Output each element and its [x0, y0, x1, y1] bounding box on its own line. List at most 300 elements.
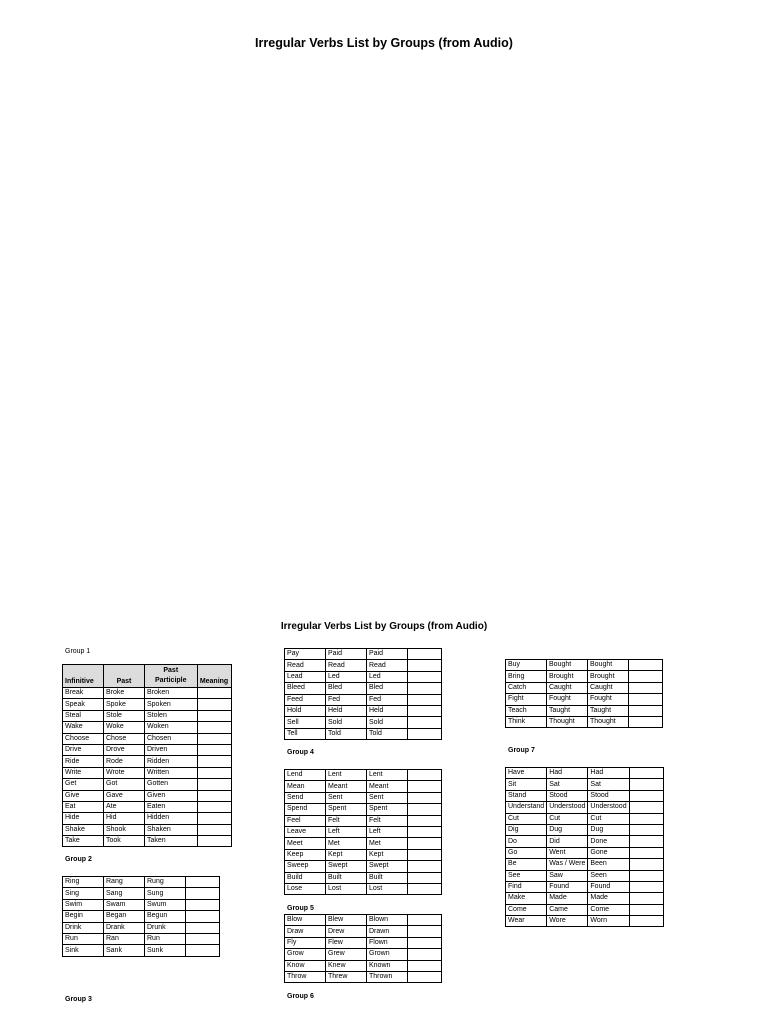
group-2-rows	[63, 877, 220, 957]
cell-infinitive: Fight	[506, 694, 547, 705]
cell-meaning	[629, 870, 663, 881]
cell-past-participle: Run	[145, 933, 186, 944]
cell-past: Left	[326, 826, 367, 837]
cell-past: Sent	[326, 792, 367, 803]
cell-past: Wrote	[104, 767, 145, 778]
cell-past-participle: Bled	[367, 683, 408, 694]
cell-past-participle: Eaten	[145, 801, 198, 812]
cell-infinitive: Bleed	[285, 683, 326, 694]
cell-past: Ate	[104, 801, 145, 812]
cell-infinitive: Fly	[285, 937, 326, 948]
verb-table-e-rows	[506, 660, 663, 728]
cell-meaning	[629, 916, 663, 927]
cell-meaning	[197, 699, 231, 710]
cell-past: Sold	[326, 717, 367, 728]
cell-meaning	[408, 728, 442, 739]
cell-past-participle: Caught	[588, 682, 629, 693]
table-row	[506, 847, 664, 858]
cell-meaning	[186, 922, 220, 933]
cell-past-participle: Fought	[588, 694, 629, 705]
cell-past: Fought	[547, 694, 588, 705]
table-row	[63, 933, 220, 944]
cell-past-participle: Made	[588, 893, 629, 904]
cell-past-participle: Woken	[145, 722, 198, 733]
cell-past-participle: Broken	[145, 688, 198, 699]
cell-past-participle: Built	[367, 872, 408, 883]
cell-infinitive: Sell	[285, 717, 326, 728]
table-row	[285, 826, 442, 837]
cell-meaning	[408, 705, 442, 716]
cell-infinitive: Meet	[285, 838, 326, 849]
cell-meaning	[408, 971, 442, 982]
cell-meaning	[629, 813, 663, 824]
table-row	[63, 877, 220, 888]
cell-infinitive: Keep	[285, 849, 326, 860]
cell-infinitive: Read	[285, 660, 326, 671]
cell-past: Held	[326, 705, 367, 716]
cell-infinitive: Break	[63, 688, 104, 699]
table-row	[285, 781, 442, 792]
table-row	[285, 883, 442, 894]
cell-past: Lost	[326, 883, 367, 894]
cell-infinitive: Eat	[63, 801, 104, 812]
cell-past-participle: Driven	[145, 744, 198, 755]
cell-past-participle: Sung	[145, 888, 186, 899]
cell-meaning	[197, 710, 231, 721]
cell-meaning	[408, 804, 442, 815]
table-row	[63, 699, 232, 710]
table-row	[506, 859, 664, 870]
cell-past: Cut	[547, 813, 588, 824]
table-row	[285, 937, 442, 948]
cell-infinitive: Grow	[285, 949, 326, 960]
cell-past-participle: Stood	[588, 790, 629, 801]
cell-past-participle: Sold	[367, 717, 408, 728]
table-row	[506, 836, 664, 847]
cell-past: Fed	[326, 694, 367, 705]
cell-past: Lent	[326, 770, 367, 781]
cell-infinitive: Understand	[506, 802, 547, 813]
cell-past-participle: Meant	[367, 781, 408, 792]
cell-past-participle: Kept	[367, 849, 408, 860]
cell-past-participle: Shaken	[145, 824, 198, 835]
cell-past: Swam	[104, 899, 145, 910]
cell-past: Grew	[326, 949, 367, 960]
table-row	[63, 899, 220, 910]
cell-past-participle: Gotten	[145, 779, 198, 790]
verb-table-f	[505, 767, 664, 927]
cell-meaning	[186, 945, 220, 956]
cell-past-participle: Told	[367, 728, 408, 739]
cell-meaning	[408, 792, 442, 803]
group-5-label: Group 5	[287, 905, 314, 912]
table-row	[506, 779, 664, 790]
cell-infinitive: Sit	[506, 779, 547, 790]
table-row	[63, 722, 232, 733]
cell-meaning	[629, 768, 663, 779]
table-row	[285, 728, 442, 739]
table-row	[506, 660, 663, 671]
cell-past-participle: Rung	[145, 877, 186, 888]
table-row	[285, 705, 442, 716]
cell-infinitive: Lend	[285, 770, 326, 781]
cell-past: Stood	[547, 790, 588, 801]
cell-past: Knew	[326, 960, 367, 971]
table-row	[285, 683, 442, 694]
table-row	[63, 945, 220, 956]
table-row	[285, 838, 442, 849]
cell-meaning	[408, 872, 442, 883]
cell-meaning	[197, 733, 231, 744]
cell-past-participle: Had	[588, 768, 629, 779]
cell-past-participle: Given	[145, 790, 198, 801]
group-1-rows	[63, 688, 232, 847]
cell-past-participle: Hidden	[145, 813, 198, 824]
cell-infinitive: Leave	[285, 826, 326, 837]
cell-past: Understood	[547, 802, 588, 813]
cell-past-participle: Been	[588, 859, 629, 870]
group-6-label: Group 6	[287, 993, 314, 1000]
cell-past: Wore	[547, 916, 588, 927]
cell-infinitive: Draw	[285, 926, 326, 937]
cell-infinitive: Blow	[285, 915, 326, 926]
table-row	[285, 770, 442, 781]
table-row	[285, 671, 442, 682]
cell-infinitive: Catch	[506, 682, 547, 693]
cell-meaning	[408, 826, 442, 837]
cell-infinitive: Ride	[63, 756, 104, 767]
cell-past: Did	[547, 836, 588, 847]
cell-past-participle: Dug	[588, 824, 629, 835]
cell-meaning	[186, 911, 220, 922]
group-2-table	[62, 876, 220, 957]
cell-past-participle: Worn	[588, 916, 629, 927]
cell-past-participle: Lost	[367, 883, 408, 894]
table-row	[63, 836, 232, 847]
cell-past: Stole	[104, 710, 145, 721]
table-row	[285, 660, 442, 671]
table-row	[506, 705, 663, 716]
table-row	[285, 717, 442, 728]
cell-past-participle: Found	[588, 881, 629, 892]
cell-past-participle: Brought	[588, 671, 629, 682]
cell-past: Hid	[104, 813, 145, 824]
table-row	[63, 688, 232, 699]
header-past-participle: Past Participle	[145, 665, 198, 688]
verb-table-e	[505, 659, 663, 728]
cell-meaning	[408, 883, 442, 894]
table-row	[506, 870, 664, 881]
cell-past: Came	[547, 904, 588, 915]
table-row	[63, 922, 220, 933]
cell-infinitive: Do	[506, 836, 547, 847]
cell-infinitive: Have	[506, 768, 547, 779]
cell-meaning	[408, 838, 442, 849]
cell-past-participle: Sent	[367, 792, 408, 803]
cell-past-participle: Lent	[367, 770, 408, 781]
cell-past: Threw	[326, 971, 367, 982]
cell-past-participle: Cut	[588, 813, 629, 824]
cell-past: Drank	[104, 922, 145, 933]
table-row	[285, 804, 442, 815]
table-header	[63, 665, 232, 688]
cell-meaning	[629, 716, 663, 727]
cell-past-participle: Blown	[367, 915, 408, 926]
cell-past: Chose	[104, 733, 145, 744]
table-row	[506, 824, 664, 835]
cell-infinitive: Buy	[506, 660, 547, 671]
cell-past-participle: Gone	[588, 847, 629, 858]
cell-past: Found	[547, 881, 588, 892]
cell-past: Read	[326, 660, 367, 671]
cell-past: Bought	[547, 660, 588, 671]
verb-table-d	[284, 914, 442, 983]
cell-past: Had	[547, 768, 588, 779]
cell-past-participle: Taught	[588, 705, 629, 716]
cell-past: Was / Were	[547, 859, 588, 870]
cell-infinitive: Throw	[285, 971, 326, 982]
cell-past: Rode	[104, 756, 145, 767]
cell-infinitive: Tell	[285, 728, 326, 739]
cell-meaning	[197, 790, 231, 801]
cell-past-participle: Paid	[367, 649, 408, 660]
table-row	[506, 671, 663, 682]
cell-past-participle: Spent	[367, 804, 408, 815]
cell-past: Caught	[547, 682, 588, 693]
cell-infinitive: Think	[506, 716, 547, 727]
cell-infinitive: Cut	[506, 813, 547, 824]
cell-infinitive: Wake	[63, 722, 104, 733]
cell-past: Saw	[547, 870, 588, 881]
cell-past-participle: Come	[588, 904, 629, 915]
cell-past-participle: Understood	[588, 802, 629, 813]
table-row	[285, 861, 442, 872]
cell-past-participle: Led	[367, 671, 408, 682]
cell-meaning	[186, 888, 220, 899]
cell-past: Spoke	[104, 699, 145, 710]
cell-meaning	[408, 770, 442, 781]
cell-infinitive: Build	[285, 872, 326, 883]
cell-infinitive: Wear	[506, 916, 547, 927]
cell-meaning	[629, 790, 663, 801]
cell-past: Taught	[547, 705, 588, 716]
cell-past-participle: Grown	[367, 949, 408, 960]
table-row	[285, 649, 442, 660]
cell-infinitive: Come	[506, 904, 547, 915]
table-row	[506, 904, 664, 915]
cell-meaning	[197, 801, 231, 812]
cell-infinitive: Shake	[63, 824, 104, 835]
group-4-label: Group 4	[287, 749, 314, 756]
table-row	[285, 960, 442, 971]
cell-past: Sang	[104, 888, 145, 899]
cell-meaning	[629, 836, 663, 847]
header-infinitive: Infinitive	[63, 665, 104, 688]
cell-past: Thought	[547, 716, 588, 727]
cell-infinitive: Send	[285, 792, 326, 803]
table-row	[63, 710, 232, 721]
cell-meaning	[408, 815, 442, 826]
cell-meaning	[408, 649, 442, 660]
cell-meaning	[408, 861, 442, 872]
cell-meaning	[186, 933, 220, 944]
cell-infinitive: Sing	[63, 888, 104, 899]
cell-infinitive: Ring	[63, 877, 104, 888]
cell-past: Built	[326, 872, 367, 883]
cell-infinitive: Hold	[285, 705, 326, 716]
cell-infinitive: Be	[506, 859, 547, 870]
cell-meaning	[408, 694, 442, 705]
cell-meaning	[408, 717, 442, 728]
cell-past: Gave	[104, 790, 145, 801]
table-row	[506, 768, 664, 779]
table-row	[506, 813, 664, 824]
cell-infinitive: Drive	[63, 744, 104, 755]
cell-past-participle: Known	[367, 960, 408, 971]
table-row	[63, 790, 232, 801]
cell-meaning	[629, 705, 663, 716]
table-row	[506, 802, 664, 813]
table-row	[285, 949, 442, 960]
cell-infinitive: Begin	[63, 911, 104, 922]
cell-infinitive: Drink	[63, 922, 104, 933]
verb-table-f-rows	[506, 768, 664, 927]
cell-past: Told	[326, 728, 367, 739]
cell-meaning	[408, 660, 442, 671]
table-row	[63, 824, 232, 835]
cell-meaning	[629, 881, 663, 892]
cell-infinitive: Speak	[63, 699, 104, 710]
table-row	[506, 881, 664, 892]
cell-infinitive: Spend	[285, 804, 326, 815]
cell-meaning	[629, 904, 663, 915]
cell-past: Flew	[326, 937, 367, 948]
table-row	[285, 849, 442, 860]
cell-infinitive: Teach	[506, 705, 547, 716]
cell-past: Sank	[104, 945, 145, 956]
cell-meaning	[408, 949, 442, 960]
cell-past-participle: Taken	[145, 836, 198, 847]
table-row	[63, 888, 220, 899]
cell-infinitive: Stand	[506, 790, 547, 801]
section-title	[0, 621, 768, 632]
group-3-label: Group 3	[65, 996, 92, 1003]
cell-meaning	[197, 688, 231, 699]
table-row	[63, 767, 232, 778]
cell-past-participle: Fed	[367, 694, 408, 705]
cell-infinitive: Lose	[285, 883, 326, 894]
cell-past: Kept	[326, 849, 367, 860]
cell-past: Went	[547, 847, 588, 858]
cell-meaning	[629, 824, 663, 835]
cell-past-participle: Swum	[145, 899, 186, 910]
table-row	[63, 779, 232, 790]
cell-past: Paid	[326, 649, 367, 660]
cell-past: Spent	[326, 804, 367, 815]
group-7-label: Group 7	[508, 747, 535, 754]
cell-past: Ran	[104, 933, 145, 944]
cell-meaning	[197, 824, 231, 835]
cell-meaning	[408, 937, 442, 948]
page-title: Irregular Verbs List by Groups (from Audio)	[255, 36, 513, 50]
verb-table-d-rows	[285, 915, 442, 983]
table-row	[506, 694, 663, 705]
cell-meaning	[197, 836, 231, 847]
cell-infinitive: Swim	[63, 899, 104, 910]
cell-past-participle: Stolen	[145, 710, 198, 721]
cell-infinitive: Give	[63, 790, 104, 801]
table-row	[285, 792, 442, 803]
cell-past-participle: Begun	[145, 911, 186, 922]
cell-meaning	[408, 781, 442, 792]
table-row	[63, 813, 232, 824]
cell-past: Brought	[547, 671, 588, 682]
cell-past: Meant	[326, 781, 367, 792]
cell-meaning	[629, 802, 663, 813]
cell-past-participle: Seen	[588, 870, 629, 881]
cell-infinitive: Feed	[285, 694, 326, 705]
cell-meaning	[629, 847, 663, 858]
cell-past-participle: Thought	[588, 716, 629, 727]
cell-meaning	[629, 694, 663, 705]
header-past: Past	[104, 665, 145, 688]
cell-past: Swept	[326, 861, 367, 872]
verb-table-b	[284, 648, 442, 740]
table-row	[285, 926, 442, 937]
cell-past-participle: Flown	[367, 937, 408, 948]
cell-infinitive: Sink	[63, 945, 104, 956]
section-title-text: Irregular Verbs List by Groups (from Audio)	[280, 621, 488, 632]
cell-meaning	[197, 767, 231, 778]
table-row	[506, 790, 664, 801]
cell-past: Took	[104, 836, 145, 847]
group-1-label: Group 1	[65, 648, 91, 655]
cell-meaning	[408, 683, 442, 694]
cell-past-participle: Left	[367, 826, 408, 837]
cell-meaning	[197, 722, 231, 733]
cell-meaning	[408, 849, 442, 860]
cell-past-participle: Read	[367, 660, 408, 671]
cell-infinitive: Dig	[506, 824, 547, 835]
cell-past-participle: Done	[588, 836, 629, 847]
cell-past-participle: Met	[367, 838, 408, 849]
cell-past: Dug	[547, 824, 588, 835]
group-2-label: Group 2	[65, 856, 92, 863]
cell-infinitive: Steal	[63, 710, 104, 721]
cell-past: Got	[104, 779, 145, 790]
table-row	[63, 744, 232, 755]
cell-past: Broke	[104, 688, 145, 699]
cell-meaning	[408, 926, 442, 937]
cell-past-participle: Chosen	[145, 733, 198, 744]
cell-meaning	[186, 899, 220, 910]
cell-meaning	[197, 744, 231, 755]
table-row	[285, 694, 442, 705]
cell-past-participle: Drunk	[145, 922, 186, 933]
cell-infinitive: Feel	[285, 815, 326, 826]
cell-past: Led	[326, 671, 367, 682]
cell-past: Drove	[104, 744, 145, 755]
cell-infinitive: Make	[506, 893, 547, 904]
cell-infinitive: Run	[63, 933, 104, 944]
table-row	[63, 801, 232, 812]
group-1-table	[62, 664, 232, 847]
cell-past-participle: Sunk	[145, 945, 186, 956]
cell-infinitive: Write	[63, 767, 104, 778]
cell-past: Sat	[547, 779, 588, 790]
cell-past-participle: Thrown	[367, 971, 408, 982]
cell-meaning	[629, 660, 663, 671]
